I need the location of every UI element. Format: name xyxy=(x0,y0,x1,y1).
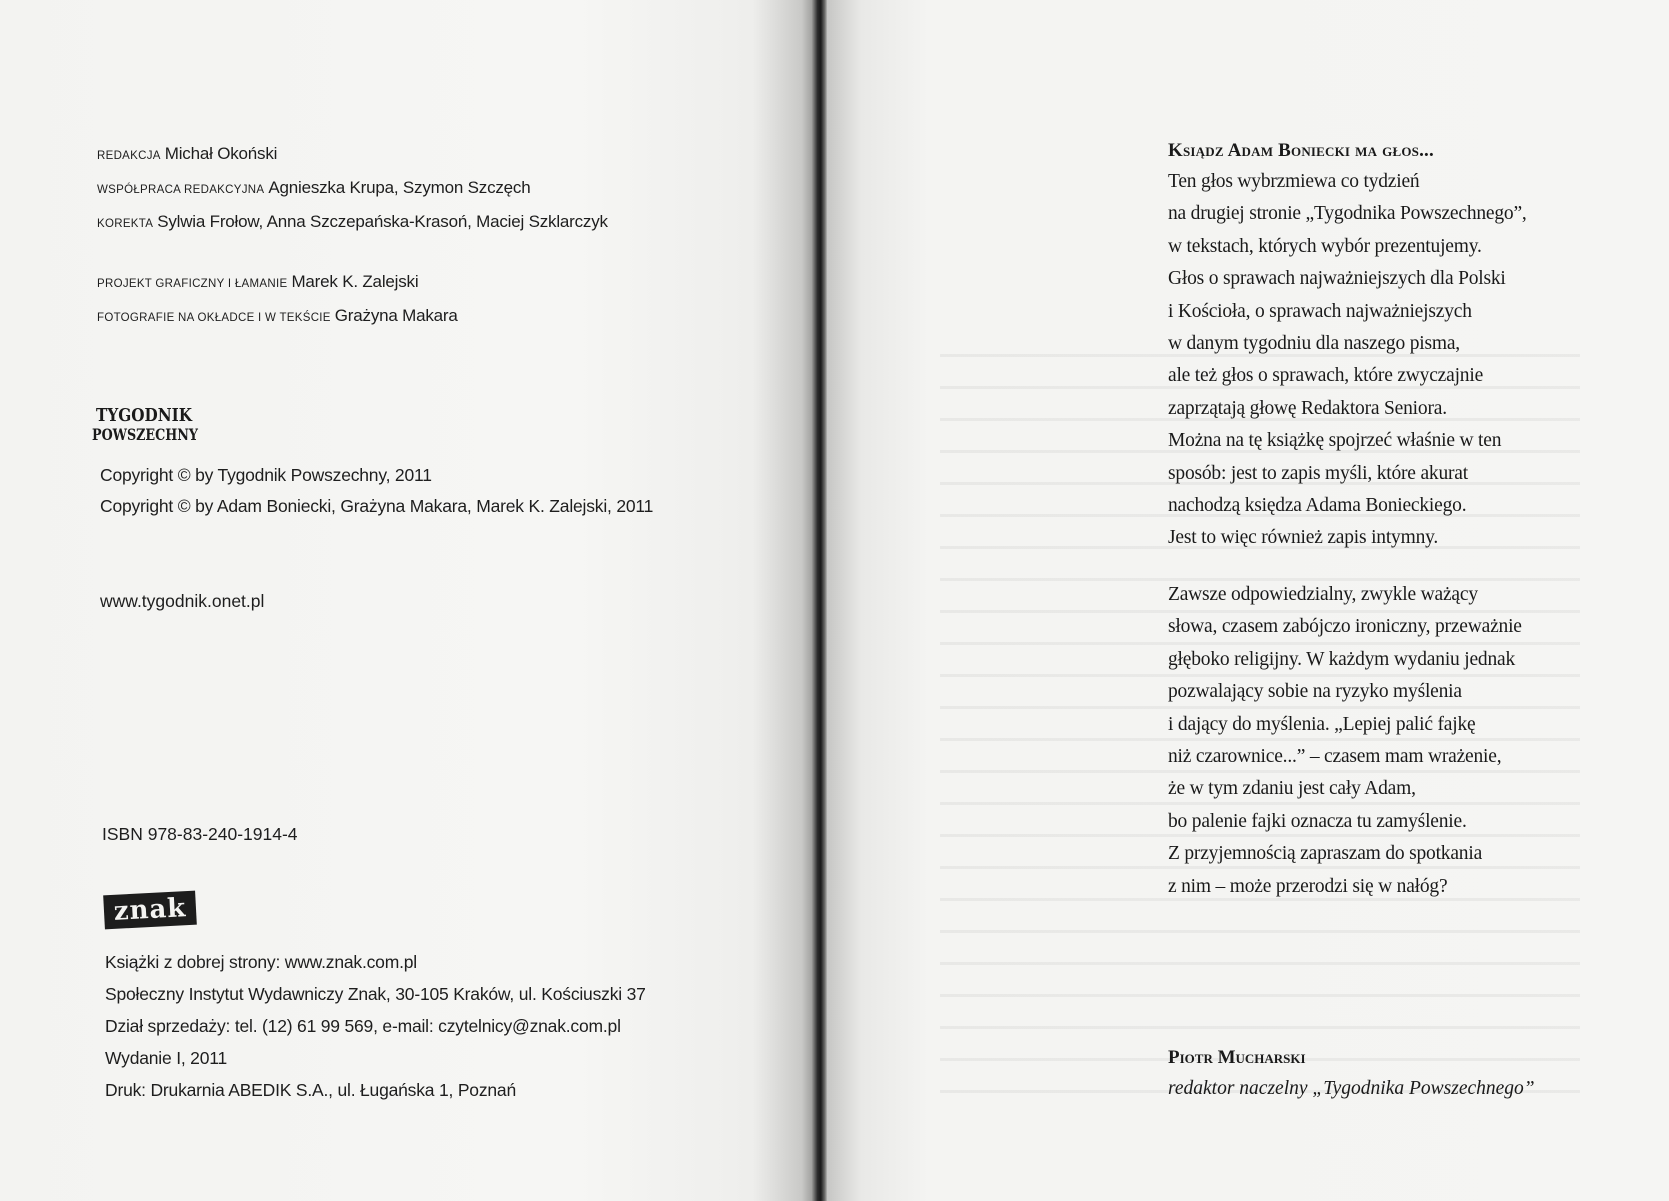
publisher-line: Społeczny Instytut Wydawniczy Znak, 30-105 Kraków, ul. Kościuszki 37 xyxy=(105,984,646,1004)
text-line: niż czarownice...” – czasem mam wrażenie, xyxy=(1168,745,1502,767)
copyright-line: Copyright © by Tygodnik Powszechny, 2011 xyxy=(100,465,432,485)
credit-role: REDAKCJA xyxy=(97,150,161,162)
text-line: Ten głos wybrzmiewa co tydzień xyxy=(1168,171,1420,192)
logo-line-2: POWSZECHNY xyxy=(92,425,199,444)
isbn: ISBN 978-83-240-1914-4 xyxy=(102,824,298,844)
credit-names: Agnieszka Krupa, Szymon Szczęch xyxy=(268,178,531,197)
publisher-info xyxy=(105,946,646,1106)
text-line: z nim – może przerodzi się w nałóg? xyxy=(1168,875,1448,897)
logo-line-1: TYGODNIK xyxy=(96,405,194,426)
text-line: w danym tygodniu dla naszego pisma, xyxy=(1168,333,1460,355)
publisher-line: Druk: Drukarnia ABEDIK S.A., ul. Ługańska 1, Poznań xyxy=(105,1080,516,1100)
editorial-credits xyxy=(97,138,608,240)
text-line: nachodzą księdza Adama Bonieckiego. xyxy=(1168,495,1467,517)
credit-line xyxy=(97,266,458,300)
text-line: pozwalający sobie na ryzyko myślenia xyxy=(1168,681,1462,703)
text-line: zaprzątają głowę Redaktora Seniora. xyxy=(1168,397,1447,419)
design-credits xyxy=(97,266,458,334)
credit-line xyxy=(97,300,458,334)
znak-logo: znak xyxy=(103,891,197,930)
signature-block xyxy=(1168,1042,1535,1104)
text-line: Jest to więc również zapis intymny. xyxy=(1168,527,1439,549)
copyright-block xyxy=(100,460,653,522)
foreword-paragraph-1 xyxy=(1168,166,1527,555)
text-line: i Kościoła, o sprawach najważniejszych xyxy=(1168,300,1472,322)
text-line: że w tym zdaniu jest cały Adam, xyxy=(1168,778,1416,800)
credit-names: Sylwia Frołow, Anna Szczepańska-Krasoń, Maciej Szklarczyk xyxy=(157,212,608,231)
foreword-heading: Ksiądz Adam Boniecki ma głos... xyxy=(1168,140,1434,161)
text-line: głęboko religijny. W każdym wydaniu jednak xyxy=(1168,648,1516,670)
copyright-line: Copyright © by Adam Boniecki, Grażyna Makara, Marek K. Zalejski, 2011 xyxy=(100,496,654,516)
tygodnik-powszechny-logo xyxy=(92,402,212,446)
text-line: bo palenie fajki oznacza tu zamyślenie. xyxy=(1168,810,1467,832)
credit-line xyxy=(97,206,608,240)
text-line: Głos o sprawach najważniejszych dla Polski xyxy=(1168,268,1506,290)
text-line: ale też głos o sprawach, które zwyczajnie xyxy=(1168,365,1484,387)
credit-role: PROJEKT GRAFICZNY I ŁAMANIE xyxy=(97,278,288,290)
credit-line xyxy=(97,172,608,206)
signature-role: redaktor naczelny „Tygodnika Powszechnego” xyxy=(1168,1078,1535,1099)
credit-names: Michał Okoński xyxy=(164,144,278,163)
credit-names: Marek K. Zalejski xyxy=(291,272,419,291)
credit-names: Grażyna Makara xyxy=(334,306,458,325)
publisher-line: Dział sprzedaży: tel. (12) 61 99 569, e-mail: czytelnicy@znak.com.pl xyxy=(105,1016,621,1036)
credit-role: FOTOGRAFIE NA OKŁADCE I W TEKŚCIE xyxy=(97,312,331,324)
text-line: Zawsze odpowiedzialny, zwykle ważący xyxy=(1168,583,1478,605)
text-line: słowa, czasem zabójczo ironiczny, przeważnie xyxy=(1168,616,1522,638)
foreword-text xyxy=(1168,136,1527,903)
text-line: sposób: jest to zapis myśli, które akurat xyxy=(1168,462,1468,484)
text-line: Można na tę książkę spojrzeć właśnie w ten xyxy=(1168,430,1502,452)
website-url: www.tygodnik.onet.pl xyxy=(100,591,265,611)
publisher-line: Wydanie I, 2011 xyxy=(105,1048,228,1068)
signature-name: Piotr Mucharski xyxy=(1168,1047,1306,1068)
credit-role: WSPÓŁPRACA REDAKCYJNA xyxy=(97,184,265,196)
text-line: na drugiej stronie „Tygodnika Powszechnego”, xyxy=(1168,203,1527,225)
text-line: i dający do myślenia. „Lepiej palić fajkę xyxy=(1168,713,1476,735)
text-line: Z przyjemnością zapraszam do spotkania xyxy=(1168,843,1483,865)
foreword-paragraph-2 xyxy=(1168,579,1527,903)
credit-role: KOREKTA xyxy=(97,218,154,230)
publisher-line: Książki z dobrej strony: www.znak.com.pl xyxy=(105,952,417,972)
credit-line xyxy=(97,138,608,172)
text-line: w tekstach, których wybór prezentujemy. xyxy=(1168,235,1482,257)
book-gutter xyxy=(812,0,828,1201)
